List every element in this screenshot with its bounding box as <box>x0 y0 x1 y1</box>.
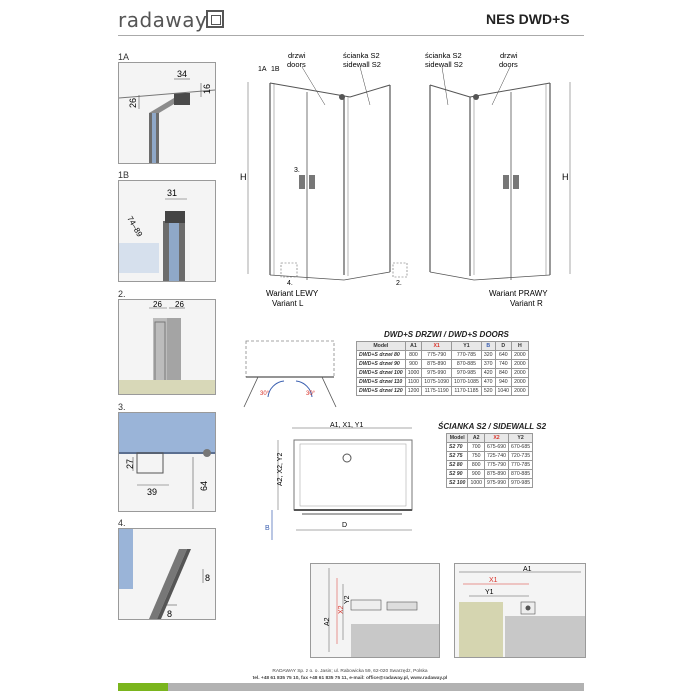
page-title: NES DWD+S <box>486 11 570 27</box>
dim-1a-h2: 16 <box>202 83 212 94</box>
doors-col-d: D <box>495 342 512 351</box>
bottom-x2-label: X2 <box>338 605 345 614</box>
doors-cell: DWD+S drzwi 100 <box>357 369 406 378</box>
main-elevation-drawing <box>230 50 590 315</box>
sidewall-col-y2: Y2 <box>509 434 533 443</box>
detail-3-drawing <box>119 413 215 511</box>
svg-text:30°: 30° <box>306 391 316 397</box>
right-side-pl: ścianka S2 <box>425 51 462 60</box>
doors-cell: 2000 <box>512 351 529 360</box>
doors-cell: 1100 <box>405 378 422 387</box>
sidewall-cell: 1000 <box>468 479 485 488</box>
doors-cell: 1200 <box>405 387 422 396</box>
left-doors-pl: drzwi <box>288 51 306 60</box>
doors-cell: 520 <box>481 387 495 396</box>
bottom-detail-left-drawing <box>311 564 439 657</box>
dim-1a-w: 34 <box>177 69 188 79</box>
table-row <box>357 369 529 378</box>
doors-cell: 320 <box>481 351 495 360</box>
doors-cell: 875-890 <box>422 360 452 369</box>
doors-col-x1: X1 <box>422 342 452 351</box>
doors-cell: 940 <box>495 378 512 387</box>
sidewall-cell: 700 <box>468 443 485 452</box>
plan-b-label: B <box>265 525 270 532</box>
doors-cell: 1170-1185 <box>452 387 482 396</box>
footer-line-2: tel. +48 61 835 75 10, fax +48 61 835 75 11, e-mail: office@radaway.pl, www.radaway.pl <box>252 676 448 681</box>
bottom-a2-label: A2 <box>324 617 331 626</box>
right-doors-pl: drzwi <box>500 51 518 60</box>
table-row <box>357 360 529 369</box>
dim-3-c: 64 <box>199 480 209 491</box>
plan-a1x1y1-label: A1, X1, Y1 <box>330 422 364 429</box>
table-row <box>447 443 533 452</box>
table-row <box>357 387 529 396</box>
doors-table <box>356 341 529 396</box>
detail-1b-drawing <box>119 181 215 281</box>
table-row <box>447 461 533 470</box>
left-side-en: sidewall S2 <box>343 60 381 69</box>
doors-cell: 370 <box>481 360 495 369</box>
doors-cell: 2000 <box>512 378 529 387</box>
doors-cell: 1075-1090 <box>422 378 452 387</box>
doors-cell: 975-990 <box>422 369 452 378</box>
left-callout-3: 3. <box>294 167 300 174</box>
doors-cell: DWD+S drzwi 120 <box>357 387 406 396</box>
detail-1a-drawing <box>119 63 215 163</box>
doors-cell: 2000 <box>512 360 529 369</box>
bottom-detail-right-drawing <box>455 564 585 657</box>
right-doors-en: doors <box>499 60 518 69</box>
doors-col-a1: A1 <box>405 342 422 351</box>
doors-table-caption: DWD+S DRZWI / DWD+S DOORS <box>384 330 509 339</box>
sidewall-cell: 775-790 <box>485 461 509 470</box>
variant-right-pl: Wariant PRAWY <box>489 289 548 298</box>
detail-4-label: 4. <box>118 518 126 528</box>
left-h-label: H <box>240 172 247 182</box>
detail-4-panel <box>118 528 216 620</box>
doors-cell: 870-885 <box>452 360 482 369</box>
left-doors-en: doors <box>287 60 306 69</box>
dim-1a-h1: 26 <box>128 97 138 108</box>
footer-address <box>0 668 700 682</box>
table-row <box>447 470 533 479</box>
table-row <box>447 479 533 488</box>
doors-cell: 1070-1085 <box>452 378 482 387</box>
dim-4-b: 8 <box>167 609 173 619</box>
door-swing-plan <box>238 335 338 415</box>
dim-4-a: 8 <box>205 573 211 583</box>
detail-2-drawing <box>119 300 215 394</box>
bottom-detail-right-panel <box>454 563 586 658</box>
bottom-detail-left-panel <box>310 563 440 658</box>
doors-cell: 470 <box>481 378 495 387</box>
detail-2-panel <box>118 299 216 395</box>
detail-3-label: 3. <box>118 402 126 412</box>
sidewall-col-a2: A2 <box>468 434 485 443</box>
doors-col-h: H <box>512 342 529 351</box>
doors-cell: 1040 <box>495 387 512 396</box>
left-callout-2: 2. <box>396 280 402 287</box>
doors-cell: DWD+S drzwi 110 <box>357 378 406 387</box>
doors-cell: 1000 <box>405 369 422 378</box>
sidewall-cell: 720-735 <box>509 452 533 461</box>
left-callout-4: 4. <box>287 280 293 287</box>
footer-line-1: RADAWAY Sp. z o. o. Jasin; ul. Rabowicka 59, 62-020 Swarzędz, Polska <box>272 669 428 674</box>
sidewall-col-x2: X2 <box>485 434 509 443</box>
doors-cell: 2000 <box>512 387 529 396</box>
header-divider <box>118 35 584 36</box>
dim-2-b: 26 <box>175 300 184 309</box>
dim-1b-range: 74–89 <box>125 214 145 239</box>
detail-1a-label: 1A <box>118 52 130 62</box>
sidewall-cell: S2 75 <box>447 452 468 461</box>
doors-col-b: B <box>481 342 495 351</box>
sidewall-cell: 670-685 <box>509 443 533 452</box>
sidewall-cell: S2 80 <box>447 461 468 470</box>
bottom-y1-label: Y1 <box>485 589 494 596</box>
doors-cell: 2000 <box>512 369 529 378</box>
sidewall-cell: 800 <box>468 461 485 470</box>
doors-cell: 640 <box>495 351 512 360</box>
detail-1b-label: 1B <box>118 170 130 180</box>
brand-logo-text: radaway <box>118 8 208 32</box>
doors-col-model: Model <box>357 342 406 351</box>
sidewall-cell: 770-785 <box>509 461 533 470</box>
detail-1a-panel <box>118 62 216 164</box>
doors-cell: 840 <box>495 369 512 378</box>
doors-col-y1: Y1 <box>452 342 482 351</box>
dim-2-a: 26 <box>153 300 162 309</box>
footer-green-strip <box>118 683 168 691</box>
sidewall-cell: S2 90 <box>447 470 468 479</box>
sidewall-cell: S2 100 <box>447 479 468 488</box>
bottom-y2-label: Y2 <box>344 595 351 604</box>
detail-1b-panel <box>118 180 216 282</box>
doors-cell: 1175-1190 <box>422 387 452 396</box>
doors-cell: 800 <box>405 351 422 360</box>
detail-3-panel <box>118 412 216 512</box>
sidewall-cell: 725-740 <box>485 452 509 461</box>
callout-1a: 1A <box>258 66 267 73</box>
sidewall-table-caption: ŚCIANKA S2 / SIDEWALL S2 <box>438 422 547 431</box>
doors-cell: 900 <box>405 360 422 369</box>
plan-view-drawing <box>262 418 437 553</box>
sidewall-cell: 875-890 <box>485 470 509 479</box>
sidewall-cell: 970-985 <box>509 479 533 488</box>
sidewall-table-header-row <box>447 434 533 443</box>
doors-cell: 740 <box>495 360 512 369</box>
doors-table-header-row <box>357 342 529 351</box>
detail-4-drawing <box>119 529 215 619</box>
table-row <box>357 378 529 387</box>
doors-cell: DWD+S drzwi 80 <box>357 351 406 360</box>
plan-a2x2y2-label: A2, X2, Y2 <box>277 452 284 486</box>
footer-gray-strip <box>168 683 584 691</box>
variant-left-pl: Wariant LEWY <box>266 289 319 298</box>
sidewall-cell: 900 <box>468 470 485 479</box>
right-side-en: sidewall S2 <box>425 60 463 69</box>
sidewall-col-model: Model <box>447 434 468 443</box>
table-row <box>447 452 533 461</box>
left-side-pl: ścianka S2 <box>343 51 380 60</box>
doors-cell: 970-985 <box>452 369 482 378</box>
sidewall-cell: 870-885 <box>509 470 533 479</box>
table-row <box>357 351 529 360</box>
right-h-label: H <box>562 172 569 182</box>
sidewall-cell: 675-690 <box>485 443 509 452</box>
dim-1b-w: 31 <box>167 188 178 198</box>
dim-3-a: 27 <box>125 458 135 469</box>
bottom-x1-label: X1 <box>489 577 498 584</box>
sidewall-cell: S2 70 <box>447 443 468 452</box>
dim-3-b: 39 <box>147 487 158 497</box>
doors-cell: 420 <box>481 369 495 378</box>
sidewall-table <box>446 433 533 488</box>
brand-logo-mark <box>206 10 224 28</box>
callout-1b: 1B <box>271 66 280 73</box>
svg-text:30°: 30° <box>260 391 270 397</box>
bottom-a1-label: A1 <box>523 566 532 573</box>
sidewall-cell: 750 <box>468 452 485 461</box>
doors-cell: 770-785 <box>452 351 482 360</box>
sidewall-cell: 975-990 <box>485 479 509 488</box>
variant-right-drawing <box>425 51 570 308</box>
doors-cell: 775-790 <box>422 351 452 360</box>
plan-d-label: D <box>342 522 348 529</box>
detail-2-label: 2. <box>118 289 126 299</box>
doors-cell: DWD+S drzwi 90 <box>357 360 406 369</box>
variant-left-en: Variant L <box>272 299 304 308</box>
variant-left-drawing <box>240 51 407 308</box>
variant-right-en: Variant R <box>510 299 543 308</box>
